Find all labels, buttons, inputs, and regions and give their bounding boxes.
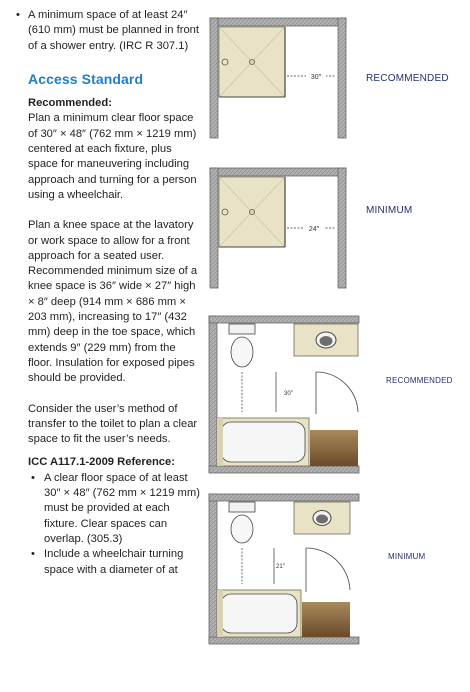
dimension-label: 30″ bbox=[284, 391, 293, 397]
shower-plan-recommended bbox=[210, 18, 346, 138]
section-title: Access Standard bbox=[28, 70, 144, 87]
bathroom-plan-recommended bbox=[209, 316, 359, 473]
diagram-caption: RECOMMENDED bbox=[386, 376, 453, 385]
recommended-heading: Recommended: bbox=[28, 97, 112, 110]
diagram-caption: RECOMMENDED bbox=[366, 73, 449, 84]
paragraph-knee-space: Plan a knee space at the lavatory or work space to allow for a front approach for a seated user. Recommended minimum size of a knee space is 36″ wide × 27″ high × 8″ deep (914 mm × 686 mm × 203 mm), increasing to 17″ (432 mm) deep in the toe space, which extends 9″ (229 mm) from the floor. Insulation for exposed pipes should be provided. bbox=[28, 219, 198, 385]
icc-heading: ICC A117.1-2009 Reference: bbox=[28, 456, 175, 469]
bathroom-plan-minimum bbox=[209, 494, 359, 644]
dimension-label: 21″ bbox=[276, 564, 285, 570]
paragraph-clear-floor-space: Plan a minimum clear floor space of 30″ × 48″ (762 mm × 1219 mm) centered at each fixture, plus space for maneuvering including approach and turning for a person using a wheelchair. bbox=[28, 112, 197, 201]
icc-bullet: • Include a wheelchair turning space with a diameter of at bbox=[28, 547, 202, 578]
diagram-caption: MINIMUM bbox=[366, 205, 413, 216]
diagram-caption: MINIMUM bbox=[388, 552, 426, 561]
icc-bullet: • A clear floor space of at least 30″ × 48″ (762 mm × 1219 mm) must be provided at each fixture. Clear spaces can overlap. (305.3) bbox=[28, 471, 202, 547]
dimension-label: 30″ bbox=[310, 74, 322, 81]
intro-bullet: • A minimum space of at least 24″ (610 mm) must be planned in front of a shower entry. (IRC R 307.1) bbox=[12, 8, 202, 54]
paragraph-transfer: Consider the user’s method of transfer to the toilet to plan a clear space to fit the user’s needs. bbox=[28, 402, 198, 446]
dimension-label: 24″ bbox=[308, 226, 320, 233]
shower-plan-minimum bbox=[210, 168, 346, 288]
